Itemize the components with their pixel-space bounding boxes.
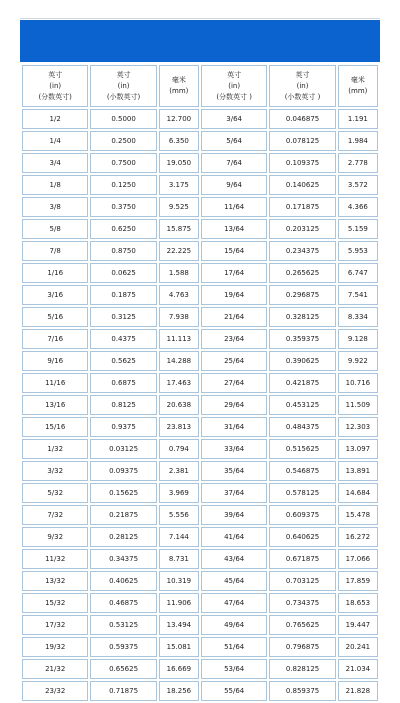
cell-inch-fraction: 13/64	[201, 219, 267, 239]
cell-inch-decimal: 0.734375	[269, 593, 335, 613]
cell-inch-fraction: 43/64	[201, 549, 267, 569]
cell-inch-fraction: 7/64	[201, 153, 267, 173]
table-row	[22, 219, 378, 239]
cell-mm: 19.050	[159, 153, 199, 173]
cell-inch-decimal: 0.8125	[90, 395, 156, 415]
cell-mm: 11.906	[159, 593, 199, 613]
cell-inch-fraction: 15/32	[22, 593, 88, 613]
cell-mm: 7.541	[338, 285, 378, 305]
cell-inch-fraction: 5/64	[201, 131, 267, 151]
table-row	[22, 615, 378, 635]
cell-mm: 10.319	[159, 571, 199, 591]
inch-mm-conversion-table	[20, 63, 380, 703]
cell-mm: 6.350	[159, 131, 199, 151]
cell-inch-fraction: 19/64	[201, 285, 267, 305]
cell-inch-fraction: 11/64	[201, 197, 267, 217]
cell-inch-decimal: 0.03125	[90, 439, 156, 459]
cell-mm: 9.922	[338, 351, 378, 371]
table-row	[22, 153, 378, 173]
table-row	[22, 439, 378, 459]
cell-inch-fraction: 29/64	[201, 395, 267, 415]
header-inch-decimal	[90, 65, 156, 107]
cell-inch-fraction: 5/8	[22, 219, 88, 239]
cell-inch-decimal: 0.0625	[90, 263, 156, 283]
header-line: (分数英寸 )	[216, 92, 252, 101]
header-line: 毫米	[350, 76, 365, 84]
cell-mm: 17.859	[338, 571, 378, 591]
cell-mm: 12.700	[159, 109, 199, 129]
header-line: 英寸	[295, 70, 310, 79]
cell-mm: 9.128	[338, 329, 378, 349]
table-header-row	[22, 65, 378, 107]
table-row	[22, 659, 378, 679]
cell-inch-fraction: 55/64	[201, 681, 267, 701]
cell-mm: 13.891	[338, 461, 378, 481]
cell-mm: 22.225	[159, 241, 199, 261]
cell-inch-decimal: 0.640625	[269, 527, 335, 547]
cell-inch-fraction: 13/16	[22, 395, 88, 415]
table-row	[22, 593, 378, 613]
cell-inch-decimal: 0.5000	[90, 109, 156, 129]
table-row	[22, 329, 378, 349]
cell-inch-decimal: 0.046875	[269, 109, 335, 129]
cell-inch-decimal: 0.578125	[269, 483, 335, 503]
header-line: (in)	[296, 81, 309, 90]
cell-inch-decimal: 0.7500	[90, 153, 156, 173]
table-row	[22, 263, 378, 283]
cell-inch-decimal: 0.421875	[269, 373, 335, 393]
header-line: (mm)	[348, 87, 368, 95]
cell-mm: 20.638	[159, 395, 199, 415]
cell-mm: 11.113	[159, 329, 199, 349]
cell-inch-fraction: 23/64	[201, 329, 267, 349]
cell-inch-decimal: 0.859375	[269, 681, 335, 701]
cell-inch-fraction: 41/64	[201, 527, 267, 547]
cell-mm: 7.144	[159, 527, 199, 547]
cell-inch-decimal: 0.078125	[269, 131, 335, 151]
cell-inch-fraction: 31/64	[201, 417, 267, 437]
cell-mm: 4.763	[159, 285, 199, 305]
cell-inch-decimal: 0.15625	[90, 483, 156, 503]
cell-mm: 8.334	[338, 307, 378, 327]
cell-mm: 9.525	[159, 197, 199, 217]
header-inch-fraction-2	[201, 65, 267, 107]
table-row	[22, 681, 378, 701]
cell-inch-fraction: 17/64	[201, 263, 267, 283]
cell-inch-fraction: 21/64	[201, 307, 267, 327]
cell-inch-fraction: 11/32	[22, 549, 88, 569]
cell-mm: 20.241	[338, 637, 378, 657]
cell-mm: 21.034	[338, 659, 378, 679]
cell-inch-decimal: 0.265625	[269, 263, 335, 283]
cell-inch-fraction: 51/64	[201, 637, 267, 657]
cell-inch-fraction: 37/64	[201, 483, 267, 503]
cell-inch-decimal: 0.21875	[90, 505, 156, 525]
cell-mm: 5.953	[338, 241, 378, 261]
cell-inch-decimal: 0.453125	[269, 395, 335, 415]
cell-inch-fraction: 9/64	[201, 175, 267, 195]
cell-inch-fraction: 9/16	[22, 351, 88, 371]
cell-inch-fraction: 3/32	[22, 461, 88, 481]
cell-mm: 5.159	[338, 219, 378, 239]
table-row	[22, 241, 378, 261]
cell-inch-fraction: 33/64	[201, 439, 267, 459]
cell-mm: 12.303	[338, 417, 378, 437]
cell-inch-decimal: 0.1250	[90, 175, 156, 195]
cell-inch-decimal: 0.28125	[90, 527, 156, 547]
cell-inch-fraction: 7/8	[22, 241, 88, 261]
cell-inch-fraction: 1/8	[22, 175, 88, 195]
header-line: (分数英寸)	[38, 92, 72, 101]
cell-mm: 18.256	[159, 681, 199, 701]
cell-inch-fraction: 21/32	[22, 659, 88, 679]
cell-mm: 15.875	[159, 219, 199, 239]
table-row	[22, 197, 378, 217]
cell-inch-fraction: 1/2	[22, 109, 88, 129]
cell-inch-decimal: 0.3750	[90, 197, 156, 217]
cell-inch-fraction: 1/16	[22, 263, 88, 283]
table-row	[22, 373, 378, 393]
cell-inch-fraction: 39/64	[201, 505, 267, 525]
cell-inch-fraction: 23/32	[22, 681, 88, 701]
cell-inch-decimal: 0.703125	[269, 571, 335, 591]
header-line: 英寸	[116, 70, 131, 79]
cell-inch-fraction: 53/64	[201, 659, 267, 679]
cell-mm: 18.653	[338, 593, 378, 613]
cell-mm: 13.097	[338, 439, 378, 459]
cell-mm: 17.066	[338, 549, 378, 569]
title-banner	[20, 20, 380, 62]
cell-inch-decimal: 0.71875	[90, 681, 156, 701]
cell-mm: 10.716	[338, 373, 378, 393]
cell-mm: 14.684	[338, 483, 378, 503]
cell-inch-decimal: 0.296875	[269, 285, 335, 305]
header-line: (in)	[228, 81, 241, 90]
top-rule	[20, 18, 380, 19]
cell-inch-decimal: 0.203125	[269, 219, 335, 239]
cell-inch-decimal: 0.09375	[90, 461, 156, 481]
cell-inch-fraction: 13/32	[22, 571, 88, 591]
table-row	[22, 483, 378, 503]
table-row	[22, 571, 378, 591]
cell-inch-fraction: 3/4	[22, 153, 88, 173]
table-row	[22, 307, 378, 327]
table-row	[22, 637, 378, 657]
cell-inch-decimal: 0.359375	[269, 329, 335, 349]
cell-inch-fraction: 15/64	[201, 241, 267, 261]
cell-inch-fraction: 3/8	[22, 197, 88, 217]
cell-inch-decimal: 0.109375	[269, 153, 335, 173]
table-row	[22, 461, 378, 481]
header-line: (小数英寸)	[106, 92, 141, 101]
cell-inch-fraction: 7/32	[22, 505, 88, 525]
cell-inch-decimal: 0.8750	[90, 241, 156, 261]
cell-inch-fraction: 45/64	[201, 571, 267, 591]
header-line: 毫米	[171, 76, 186, 84]
header-inch-decimal-2	[269, 65, 335, 107]
cell-inch-decimal: 0.1875	[90, 285, 156, 305]
cell-mm: 1.588	[159, 263, 199, 283]
table-row	[22, 109, 378, 129]
cell-inch-fraction: 35/64	[201, 461, 267, 481]
cell-mm: 4.366	[338, 197, 378, 217]
cell-inch-fraction: 7/16	[22, 329, 88, 349]
header-line: 英寸	[227, 70, 242, 79]
table-row	[22, 175, 378, 195]
cell-mm: 13.494	[159, 615, 199, 635]
cell-inch-fraction: 17/32	[22, 615, 88, 635]
cell-mm: 21.828	[338, 681, 378, 701]
cell-inch-decimal: 0.53125	[90, 615, 156, 635]
cell-inch-fraction: 27/64	[201, 373, 267, 393]
header-line: 英寸	[48, 70, 63, 79]
cell-mm: 15.081	[159, 637, 199, 657]
cell-mm: 1.984	[338, 131, 378, 151]
cell-inch-decimal: 0.46875	[90, 593, 156, 613]
cell-inch-decimal: 0.171875	[269, 197, 335, 217]
cell-inch-fraction: 1/4	[22, 131, 88, 151]
table-row	[22, 351, 378, 371]
cell-mm: 14.288	[159, 351, 199, 371]
cell-inch-decimal: 0.59375	[90, 637, 156, 657]
cell-inch-decimal: 0.6875	[90, 373, 156, 393]
cell-mm: 11.509	[338, 395, 378, 415]
cell-mm: 7.938	[159, 307, 199, 327]
table-row	[22, 527, 378, 547]
cell-inch-fraction: 5/16	[22, 307, 88, 327]
cell-inch-decimal: 0.796875	[269, 637, 335, 657]
cell-inch-decimal: 0.546875	[269, 461, 335, 481]
header-inch-fraction	[22, 65, 88, 107]
cell-inch-decimal: 0.390625	[269, 351, 335, 371]
cell-inch-fraction: 1/32	[22, 439, 88, 459]
header-mm-2	[338, 65, 378, 107]
cell-inch-decimal: 0.671875	[269, 549, 335, 569]
cell-inch-decimal: 0.328125	[269, 307, 335, 327]
table-row	[22, 549, 378, 569]
cell-inch-decimal: 0.484375	[269, 417, 335, 437]
header-line: (in)	[49, 81, 62, 90]
table-row	[22, 395, 378, 415]
cell-mm: 5.556	[159, 505, 199, 525]
cell-inch-decimal: 0.9375	[90, 417, 156, 437]
cell-inch-decimal: 0.2500	[90, 131, 156, 151]
cell-inch-fraction: 25/64	[201, 351, 267, 371]
cell-inch-fraction: 47/64	[201, 593, 267, 613]
cell-mm: 19.447	[338, 615, 378, 635]
header-line: (in)	[117, 81, 130, 90]
cell-inch-fraction: 49/64	[201, 615, 267, 635]
cell-inch-decimal: 0.515625	[269, 439, 335, 459]
table-row	[22, 505, 378, 525]
cell-inch-fraction: 3/64	[201, 109, 267, 129]
header-line: (小数英寸 )	[284, 92, 321, 101]
cell-inch-decimal: 0.140625	[269, 175, 335, 195]
cell-inch-decimal: 0.3125	[90, 307, 156, 327]
cell-inch-fraction: 11/16	[22, 373, 88, 393]
cell-inch-decimal: 0.34375	[90, 549, 156, 569]
table-row	[22, 131, 378, 151]
header-mm	[159, 65, 199, 107]
cell-mm: 23.813	[159, 417, 199, 437]
table-row	[22, 417, 378, 437]
cell-mm: 6.747	[338, 263, 378, 283]
cell-mm: 3.175	[159, 175, 199, 195]
cell-mm: 1.191	[338, 109, 378, 129]
cell-mm: 8.731	[159, 549, 199, 569]
cell-inch-decimal: 0.40625	[90, 571, 156, 591]
cell-inch-decimal: 0.6250	[90, 219, 156, 239]
cell-mm: 2.381	[159, 461, 199, 481]
cell-inch-fraction: 3/16	[22, 285, 88, 305]
cell-mm: 0.794	[159, 439, 199, 459]
cell-inch-decimal: 0.765625	[269, 615, 335, 635]
cell-inch-fraction: 15/16	[22, 417, 88, 437]
cell-mm: 3.572	[338, 175, 378, 195]
cell-mm: 15.478	[338, 505, 378, 525]
cell-inch-fraction: 9/32	[22, 527, 88, 547]
cell-inch-decimal: 0.234375	[269, 241, 335, 261]
cell-inch-decimal: 0.4375	[90, 329, 156, 349]
cell-mm: 16.669	[159, 659, 199, 679]
cell-inch-fraction: 19/32	[22, 637, 88, 657]
cell-inch-decimal: 0.828125	[269, 659, 335, 679]
cell-inch-decimal: 0.65625	[90, 659, 156, 679]
cell-inch-decimal: 0.5625	[90, 351, 156, 371]
cell-mm: 16.272	[338, 527, 378, 547]
cell-inch-decimal: 0.609375	[269, 505, 335, 525]
header-line: (mm)	[169, 87, 189, 95]
table-row	[22, 285, 378, 305]
cell-mm: 3.969	[159, 483, 199, 503]
cell-mm: 17.463	[159, 373, 199, 393]
cell-inch-fraction: 5/32	[22, 483, 88, 503]
cell-mm: 2.778	[338, 153, 378, 173]
